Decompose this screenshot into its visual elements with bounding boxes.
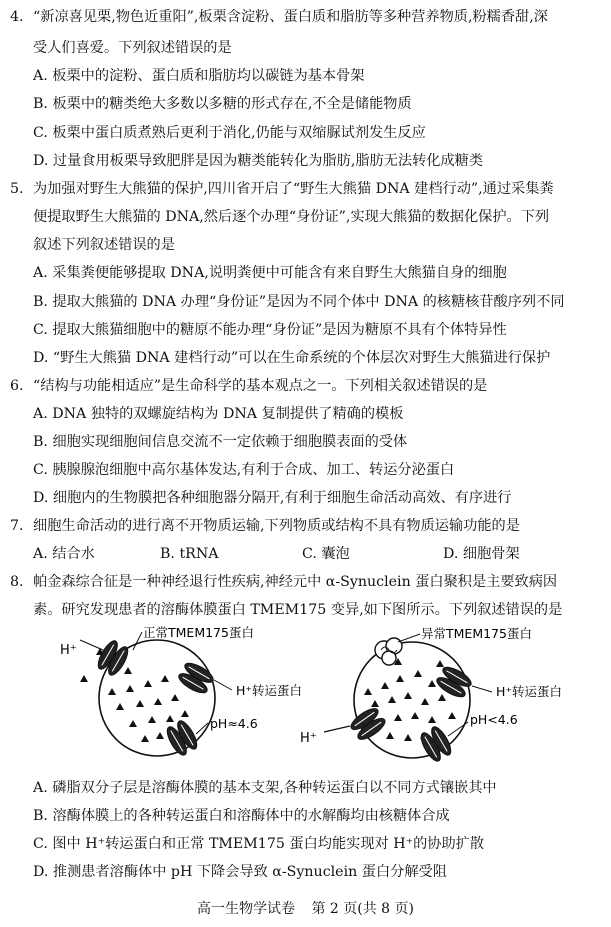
q6-option-a: A. DNA 独特的双螺旋结构为 DNA 复制提供了精确的模板 <box>33 406 404 422</box>
q4-stem-line1: “新凉喜见栗,物色近重阳”,板栗含淀粉、蛋白质和脂肪等多种营养物质,粉糯香甜,深 <box>33 9 548 25</box>
q4-number: 4. <box>10 9 24 25</box>
q6-stem-line1: “结构与功能相适应”是生命科学的基本观点之一。下列相关叙述错误的是 <box>33 378 488 394</box>
q4-option-a: A. 板栗中的淀粉、蛋白质和脂肪均以碳链为基本骨架 <box>33 68 365 84</box>
q6-option-b: B. 细胞实现细胞间信息交流不一定依赖于细胞膜表面的受体 <box>33 434 408 450</box>
right-channel-left-icon <box>348 705 388 743</box>
left-transporter-label: H⁺转运蛋白 <box>236 683 302 698</box>
q7-stem-line1: 细胞生命活动的进行离不开物质运输,下列物质或结构不具有物质运输功能的是 <box>33 518 520 534</box>
q8-number: 8. <box>10 574 24 590</box>
q5-stem-line2: 便提取野生大熊猫的 DNA,然后逐个办理“身份证”,实现大熊猫的数据化保护。下列 <box>33 209 550 225</box>
left-ph-label: pH≈4.6 <box>210 716 258 731</box>
left-protein-label: 正常TMEM175蛋白 <box>143 625 254 640</box>
q7-number: 7. <box>10 518 24 534</box>
right-ph-label: pH<4.6 <box>470 712 518 727</box>
q8-stem-line1: 帕金森综合征是一种神经退行性疾病,神经元中 α-Synuclein 蛋白聚积是主要致病因 <box>33 574 558 590</box>
q5-number: 5. <box>10 181 24 197</box>
right-transporter-icon <box>434 664 474 701</box>
right-h-label: H⁺ <box>300 731 317 746</box>
page-footer <box>0 898 611 918</box>
q7-option-d: D. 细胞骨架 <box>443 546 520 562</box>
footer-title: 高一生物学试卷 <box>197 901 295 917</box>
q5-stem-line1: 为加强对野生大熊猫的保护,四川省开启了“野生大熊猫 DNA 建档行动”,通过采集粪 <box>33 181 554 197</box>
q5-option-d: D. “野生大熊猫 DNA 建档行动”可以在生命系统的个体层次对野生大熊猫进行保护 <box>33 350 551 366</box>
right-transporter-label: H⁺转运蛋白 <box>496 684 562 699</box>
q8-option-c: C. 图中 H⁺转运蛋白和正常 TMEM175 蛋白均能实现对 H⁺的协助扩散 <box>33 836 485 852</box>
q4-option-c: C. 板栗中蛋白质煮熟后更利于消化,仍能与双缩脲试剂发生反应 <box>33 125 426 141</box>
q4-option-d: D. 过量食用板栗导致肥胖是因为糖类能转化为脂肪,脂肪无法转化成糖类 <box>33 153 484 169</box>
left-channel-icon <box>164 718 201 758</box>
q5-option-c: C. 提取大熊猫细胞中的糖原不能办理“身份证”是因为糖原不具有个体特异性 <box>33 322 507 338</box>
q7-option-c: C. 囊泡 <box>302 546 350 562</box>
left-h-label: H⁺ <box>60 643 77 658</box>
right-protein-label: 异常TMEM175蛋白 <box>421 626 532 641</box>
q6-option-c: C. 胰腺腺泡细胞中高尔基体发达,有利于合成、加工、转运分泌蛋白 <box>33 462 455 478</box>
q8-option-a: A. 磷脂双分子层是溶酶体膜的基本支架,各种转运蛋白以不同方式镶嵌其中 <box>33 780 497 796</box>
q4-option-b: B. 板栗中的糖类绝大多数以多糖的形式存在,不全是储能物质 <box>33 96 412 112</box>
right-channel-bottom-icon <box>418 724 455 764</box>
q7-options-row <box>0 544 611 564</box>
q8-option-d: D. 推测患者溶酶体中 pH 下降会导致 α-Synuclein 蛋白分解受阻 <box>33 864 447 880</box>
q5-stem-line3: 叙述下列叙述错误的是 <box>33 237 175 253</box>
q5-option-b: B. 提取大熊猫的 DNA 办理“身份证”是因为不同个体中 DNA 的核糖核苷酸序列不同 <box>33 294 565 310</box>
q7-option-b: B. tRNA <box>160 546 219 562</box>
q6-number: 6. <box>10 378 24 394</box>
q8-option-b: B. 溶酶体膜上的各种转运蛋白和溶酶体中的水解酶均由核糖体合成 <box>33 808 450 824</box>
lysosome-figure <box>0 620 611 770</box>
q7-option-a: A. 结合水 <box>33 546 95 562</box>
q5-option-a: A. 采集粪便能够提取 DNA,说明粪便中可能含有来自野生大熊猫自身的细胞 <box>33 265 507 281</box>
q8-stem-line2: 素。研究发现患者的溶酶体膜蛋白 TMEM175 变异,如下图所示。下列叙述错误的是 <box>33 602 563 618</box>
q4-stem-line2: 受人们喜爱。下列叙述错误的是 <box>33 40 232 56</box>
footer-page-number: 第 2 页(共 8 页) <box>311 901 414 917</box>
normal-lysosome <box>60 625 302 758</box>
left-transporter-icon <box>176 660 216 697</box>
q6-option-d: D. 细胞内的生物膜把各种细胞器分隔开,有利于细胞生命活动高效、有序进行 <box>33 490 512 506</box>
abnormal-lysosome <box>300 626 562 764</box>
